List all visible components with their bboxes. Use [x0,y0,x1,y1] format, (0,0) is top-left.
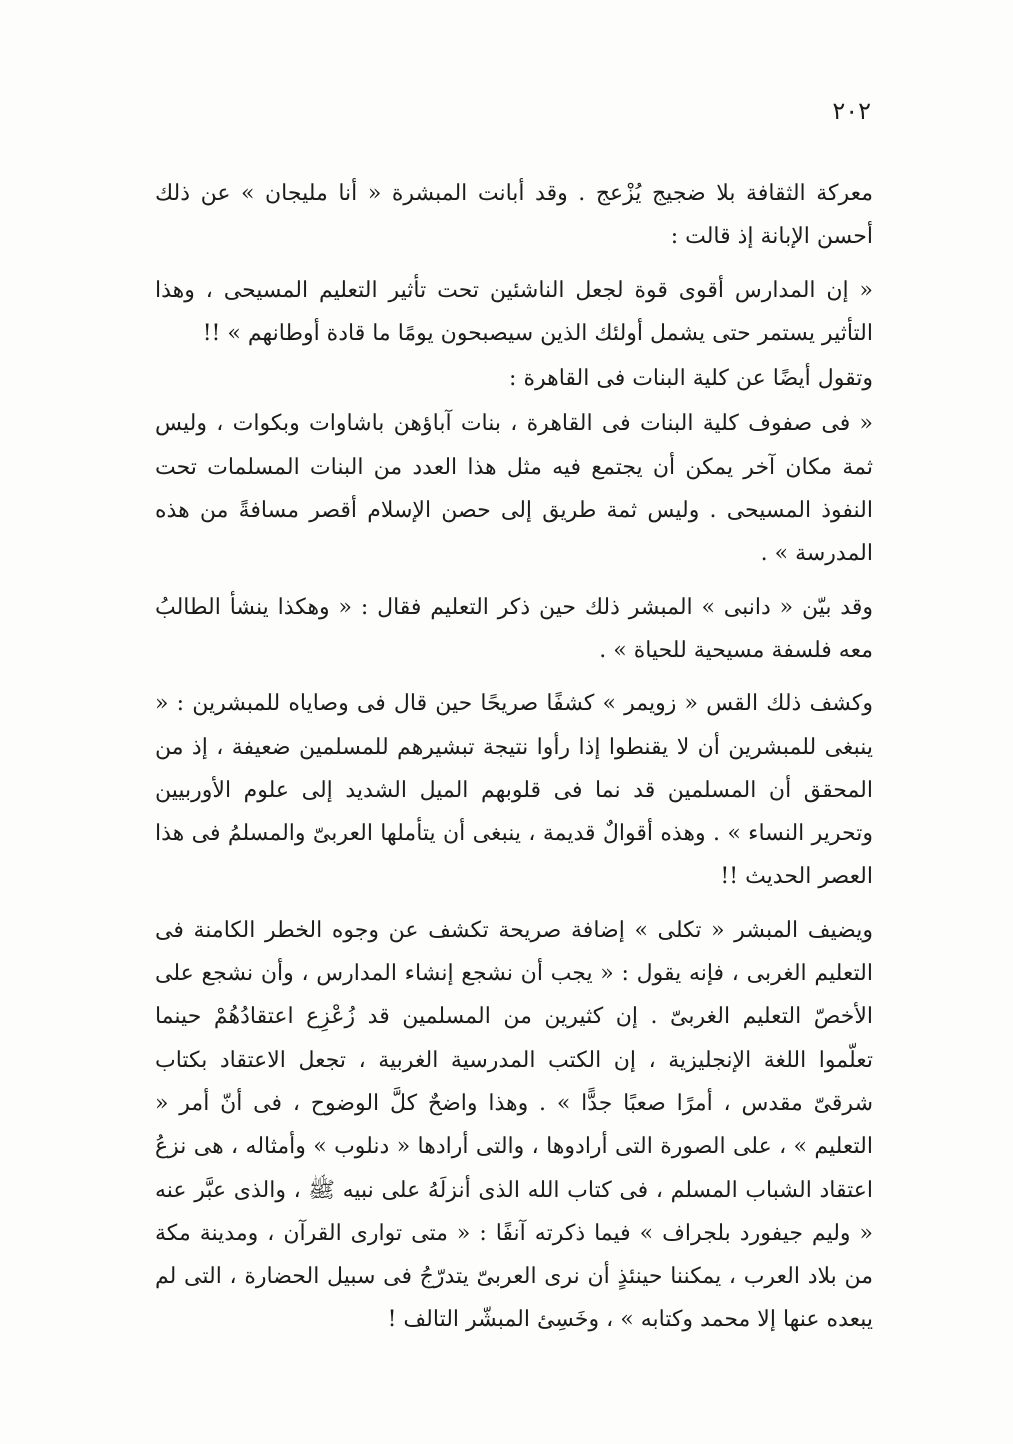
paragraph-6: وكشف ذلك القس « زويمر » كشفًا صريحًا حين قال فى وصاياه للمبشرين : « ينبغى للمبشرين أن لا يقنطوا إذا رأوا نتيجة تبشيرهم للمسلمين ضعيفة ، إذ من المحقق أن المسلمين قد نما فى قلوبهم الميل الشديد إلى علوم الأوربيين وتحرير النساء » . وهذه أقوالٌ قديمة ، ينبغى أن يتأملها العربىّ والمسلمُ فى هذا العصر الحديث !! [155,691,873,890]
body-text [155,172,873,1342]
page-number: ٢٠٢ [832,97,871,125]
paragraph-2: « إن المدارس أقوى قوة لجعل الناشئين تحت تأثير التعليم المسيحى ، وهذا التأثير يستمر حتى يشمل أولئك الذين سيصبحون يومًا ما قادة أوطانهم » !! [155,277,873,346]
paragraph-4: « فى صفوف كلية البنات فى القاهرة ، بنات آباؤهن باشاوات وبكوات ، وليس ثمة مكان آخر يمكن أن يجتمع فيه مثل هذا العدد من البنات المسلمات تحت النفوذ المسيحى . وليس ثمة طريق إلى حصن الإسلام أقصر مسافةً من هذه المدرسة » . [155,411,873,567]
paragraph-3: وتقول أيضًا عن كلية البنات فى القاهرة : [509,366,873,392]
paragraph-7: ويضيف المبشر « تكلى » إضافة صريحة تكشف عن وجوه الخطر الكامنة فى التعليم الغربى ، فإنه يقول : « يجب أن نشجع إنشاء المدارس ، وأن نشجع على الأخصّ التعليم الغربىّ . إن كثيرين من المسلمين قد زُعْزِع اعتقادُهُمْ حينما تعلّموا اللغة الإنجليزية ، إن الكتب المدرسية الغربية ، تجعل الاعتقاد بكتاب شرقىّ مقدس ، أمرًا صعبًا جدًّا » . وهذا واضحٌ كلَّ الوضوح ، فى أنّ أمر « التعليم » ، على الصورة التى أرادوها ، والتى أرادها « دنلوب » وأمثاله ، هى نزعُ اعتقاد الشباب المسلم ، فى كتاب الله الذى أنزلَهُ على نبيه ﷺ ، والذى عبَّر عنه « وليم جيفورد بلجراف » فيما ذكرته آنفًا : « متى توارى القرآن ، ومدينة مكة من بلاد العرب ، يمكننا حينئذٍ أن نرى العربىّ يتدرّجُ فى سبيل الحضارة ، التى لم يبعده عنها إلا محمد وكتابه » ، وخَسِئ المبشّر التالف ! [155,917,873,1333]
paragraph-1: معركة الثقافة بلا ضجيج يُزْعج . وقد أبانت المبشرة « أنا مليجان » عن ذلك أحسن الإبانة إذ قالت : [155,181,873,250]
paragraph-5: وقد بيّن « دانبى » المبشر ذلك حين ذكر التعليم فقال : « وهكذا ينشأ الطالبُ معه فلسفة مسيحية للحياة » . [155,594,873,663]
